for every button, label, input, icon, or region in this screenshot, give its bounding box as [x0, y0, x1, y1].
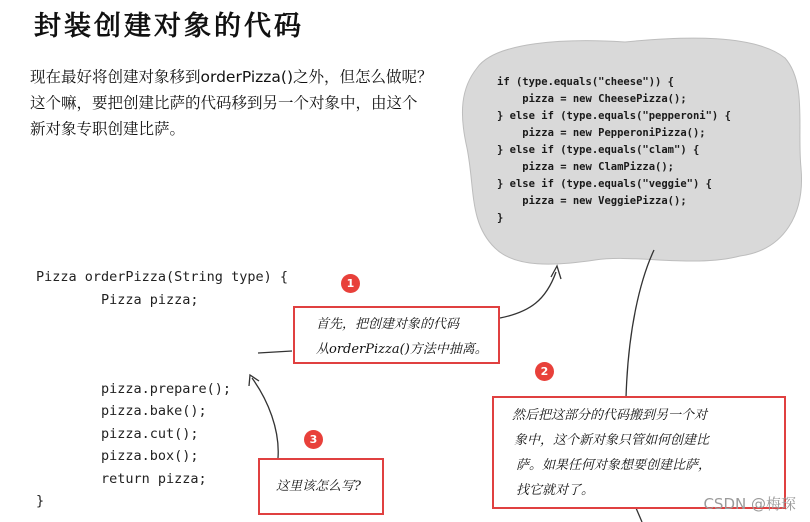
page-title: 封装创建对象的代码 — [34, 11, 304, 42]
note-3-text: 这里该怎么写? — [276, 479, 361, 494]
intro-line-3: 新对象专职创建比萨。 — [30, 120, 186, 138]
note-1-line-1: 首先，把创建对象的代码 — [316, 317, 460, 332]
arrow-note3-to-gap — [252, 378, 278, 458]
line-note2-down — [636, 508, 642, 522]
gap-line — [258, 351, 292, 353]
code-line: pizza.bake(); — [36, 403, 207, 419]
code-line: pizza.box(); — [36, 448, 199, 464]
note-2-line-3: 萨。如果任何对象想要创建比萨， — [516, 458, 712, 473]
cloud-code-line: pizza = new CheesePizza(); — [497, 93, 687, 105]
cloud-code-line: } else if (type.equals("clam") { — [497, 144, 700, 156]
arrowhead-3 — [249, 375, 259, 386]
badge-1: 1 — [341, 274, 360, 293]
code-header: Pizza orderPizza(String type) { — [36, 269, 288, 285]
intro-line-1: 现在最好将创建对象移到orderPizza()之外，但怎么做呢？ — [30, 68, 433, 86]
code-line: return pizza; — [36, 471, 207, 487]
code-line: pizza.prepare(); — [36, 381, 232, 397]
badge-3: 3 — [304, 430, 323, 449]
cloud-code-line: } else if (type.equals("pepperoni") { — [497, 110, 731, 122]
cloud-code-line: pizza = new ClamPizza(); — [497, 161, 675, 173]
watermark: CSDN @梅琛 — [703, 495, 796, 513]
intro-line-2: 这个嘛，要把创建比萨的代码移到另一个对象中，由这个 — [30, 94, 418, 112]
code-decl: Pizza pizza; — [36, 292, 199, 308]
cloud-code-line: } else if (type.equals("veggie") { — [497, 178, 712, 190]
note-2-line-2: 象中，这个新对象只管如何创建比 — [514, 433, 710, 448]
arrow-note1-to-cloud — [500, 272, 556, 318]
cloud-code-line: pizza = new PepperoniPizza(); — [497, 127, 706, 139]
note-2-line-4: 找它就对了。 — [516, 483, 595, 498]
badge-2: 2 — [535, 362, 554, 381]
note-2-line-1: 然后把这部分的代码搬到另一个对 — [512, 408, 708, 423]
note-1-line-2: 从orderPizza()方法中抽离。 — [316, 342, 488, 357]
cloud-code-line: if (type.equals("cheese")) { — [497, 76, 675, 88]
code-line: pizza.cut(); — [36, 426, 199, 442]
cloud-code-line: pizza = new VeggiePizza(); — [497, 195, 687, 207]
cloud-code-line: } — [497, 212, 504, 224]
code-close: } — [36, 493, 45, 509]
line-cloud-to-note2 — [626, 250, 654, 398]
